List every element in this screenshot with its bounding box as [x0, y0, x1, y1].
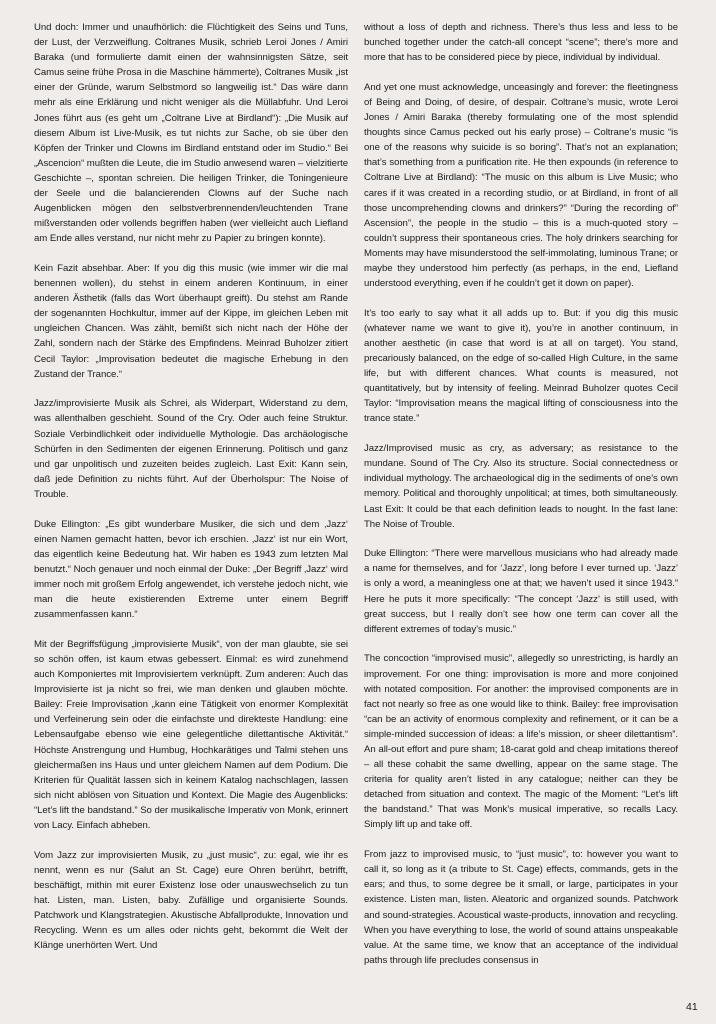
paragraph: Kein Fazit absehbar. Aber: If you dig this music (wie immer wir die mal benennen wollen), du stehst in einem anderen Kontinuum, in einer anderen Ästhetik (falls das Wort überhaupt greift). Du stehst am Rande der sogenannten Hochkultur, immer auf der Kippe, im gleichen Leben mit ungleichen Chancen. Was zählt, bemißt sich nicht nach der Höhe der Zahl, sondern nach der Stärke des Empfindens. Meinrad Buholzer zitiert Cecil Taylor: „Improvisation bedeutet die magische Erhebung in den Zustand der Trance.“ — [34, 263, 348, 380]
paragraph: Duke Ellington: „Es gibt wunderbare Musiker, die sich und dem ‚Jazz‘ einen Namen gemacht hatten, bevor ich erschien. ‚Jazz‘ ist nur ein Wort, das eigentlich keine Bedeutung hat. Wir haben es 1943 zum letzten Mal benutzt.“ Noch genauer und noch einmal der Duke: „Der Begriff ‚Jazz‘ wird immer noch mit großem Erfolg angewendet, ich verstehe jedoch nicht, wie man die heute existierenden Extreme unter einem Begriff zusammenfassen kann.“ — [34, 518, 348, 621]
paragraph: Vom Jazz zur improvisierten Musik, zu „just music“, zu: egal, wie ihr es nennt, wenn es nur (Salut an St. Cage) eure Ohren berührt, betrifft, beschäftigt, mithin mit eurer Existenz lose oder unauswechselich zu tun hat. Listen, man. Listen, baby. Zufällige und organisierte Sounds. Patchwork und Klangstrategien. Akustische Abfallprodukte, Innovation und Recycling. Wenn es um alles oder nichts geht, bekommt die Welt der Klänge unerhörten Wert. Und — [34, 849, 348, 952]
paragraph: The concoction “improvised music”, allegedly so unrestricting, is hardly an improvement. For one thing: improvisation is more and more conjoined with notated composition. For another: the improvised components are in fact not nearly so free as one would like to think. Bailey: free improvisation “can be an activity of enormous complexity and refinement, or it can be a simple-minded succession of ideas: a life’s mission, or sheer dilettantism”. An all-out effort and pure sham; 18-carat gold and cheap imitations thereof – all these cohabit the same dwelling, appear on the same stage. The criteria for quality aren’t listed in any catalogue; neither can they be detached from situation and context. The magic of the Moment: “Let’s lift the bandstand.” That was Monk’s musical imperative, so recalls Lacy. Simply lift up and take off. — [364, 653, 678, 831]
paragraph: Jazz/improvisierte Musik als Schrei, als Widerpart, Widerstand zu dem, was allenthalben geschieht. Sound of the Cry. Oder auch feine Struktur. Soziale Verbindlichkeit oder individuelle Mythologie. Das archäologische Schürfen in den Sedimenten der eigenen Erinnerung. Politisch und ganz und gar unpolitisch und zuzeiten beides zugleich. Last Exit: Kann sein, daß jede Definition zu nichts führt. Auf der Überholspur: The Noise of Trouble. — [34, 398, 348, 500]
paragraph: Jazz/Improvised music as cry, as adversary; as resistance to the mundane. Sound of The Cry. Also its structure. Social connectedness or individual mythology. The archaeological dig in the sediments of one’s own memory. Political and thoroughly unpolitical; at times, both simultaneously. Last Exit: It could be that each definition leads to nought. In the fast lane: The Noise of Trouble. — [364, 443, 678, 530]
paragraph: From jazz to improvised music, to “just music”, to: however you want to call it, so long as it (a tribute to St. Cage) effects, commands, gets in the ears; and thus, to some degree be it small, or large, participates in your existence. Listen man, listen. Aleatoric and organized sounds. Patchwork and sound-strategies. Acoustical waste-products, innovation and recycling. When you have everything to lose, the world of sound attains unspeakable value. At the same time, we know that an acceptance of the individual paths through life precludes consensus in — [364, 849, 678, 966]
page-number: 41 — [686, 1001, 698, 1013]
paragraph: without a loss of depth and richness. There’s thus less and less to be bunched together under the catch-all concept “scene”; there’s more and more that has to be considered piece by piece, individual by individual. — [364, 22, 678, 64]
paragraph: And yet one must acknowledge, unceasingly and forever: the fleetingness of Being and Doing, of desire, of despair. Coltrane’s music, wrote Leroi Jones / Amiri Baraka (thereby formulating one of the most splendid thoughts since Camus pecked out his early prose) – Coltrane’s music “is one of the reasons why suicide is so boring”. That’s not an explanation; that’s something from a purification rite. He then expounds (in reference to Coltrane Live at Birdland): “The music on this album is Live Music; who cares if it was created in a recording studio, or at Birdland, in front of all those uncomprehending clowns and drinkers?” “During the recording of” Ascension”, the people in the studio – this is a much-quoted story – couldn’t suppress their spontaneous cries. The holy drinkers searching for Moments may have misunderstood the self-immolating, luminous Trane; or maybe they understood him perfectly (as perhaps, in the end, Liefland understood everything, even if he couldn’t get it down on paper). — [364, 81, 678, 290]
paragraph: Mit der Begriffsfügung „improvisierte Musik“, von der man glaubte, sie sei so schön offen, ist kaum etwas gebessert. Einmal: es wird zunehmend auch Komponiertes mit Improvisiertem verknüpft. Zum anderen: Auch das Improvisierte ist ja nicht so frei, wie man denken und glauben möchte. Bailey: Freie Improvisation „kann eine Tätigkeit von enormer Komplexität und Verfeinerung sein oder die einfachste und direkteste Handlung: eine Lebensaufgabe ebenso wie eine gelegentliche dilettantische Aktivität.“ Höchste Anstrengung und Humbug, Hochkarätiges und Talmi stehen uns gleichermaßen ins Haus und unter gleichem Namen auf dem Podium. Die Kriterien für Qualität lassen sich in keinem Katalog nachschlagen, lassen sich nicht ablösen von Situation und Kontext. Die Magie des Augenblicks: “Let’s lift the bandstand.” So der musikalische Imperativ von Monk, erinnert von Lacy. Einfach abheben. — [34, 638, 348, 831]
paragraph: It’s too early to say what it all adds up to. But: if you dig this music (whatever name we want to give it), you’re in another continuum, in another aesthetic (in case that word is at all on target). You stand, precariously balanced, on the edge of so-called High Culture, in the same life, but with different chances. What counts is measured, not quantitatively, but by intensity of feeling. Meinrad Buholzer quotes Cecil Taylor: “Improvisation means the magical lifting of consciousness into the trance state.” — [364, 307, 678, 425]
paragraph: Duke Ellington: “There were marvellous musicians who had already made a name for themselves, and for ‘Jazz’, long before I ever turned up. ‘Jazz’ is only a word, a meaningless one at that; we haven’t used it since 1943.” Here he puts it more specifically: “The concept ‘Jazz’ is still used, with great success, but I really don’t see how one term can cover all the different extremes of today’s music.” — [364, 548, 678, 635]
paragraph: Und doch: Immer und unaufhörlich: die Flüchtigkeit des Seins und Tuns, der Lust, der Verzweiflung. Coltranes Musik, schrieb Leroi Jones / Amiri Baraka (und formulierte damit einen der wahnsinnigsten Sätze, seit Camus seine frühe Prosa in die Maschine hämmerte), Coltranes Musik „ist einer der Gründe, warum Selbstmord so langweilig ist.“ Das wäre dann mehr als eine Erklärung und nicht weniger als die Müllabfuhr. Und Leroi Jones führt aus (es geht um „Coltrane Live at Birdland“): „Die Musik auf diesem Album ist Live-Musik, es tut nichts zur Sache, ob sie über den Köpfen der Trinker und Clowns im Birdland entstand oder im Studio.“ Bei „Ascencion“ mußten die Leute, die im Studio anwesend waren – vielzitierte Geschichte –, spontan schreien. Die heiligen Trinker, die Toningenieure der Seele und die balancierenden Clowns auf der Suche nach Augenblicken mögen den selbstverbrennenden/leuchtenden Trane mißverstanden oder vollends begriffen haben (wer vielleicht auch Liefland am Ende alles verstand, nur nicht mehr zu Papier zu bringen konnte). — [34, 22, 348, 245]
german-text-column — [34, 20, 348, 953]
english-text-column — [364, 20, 678, 968]
